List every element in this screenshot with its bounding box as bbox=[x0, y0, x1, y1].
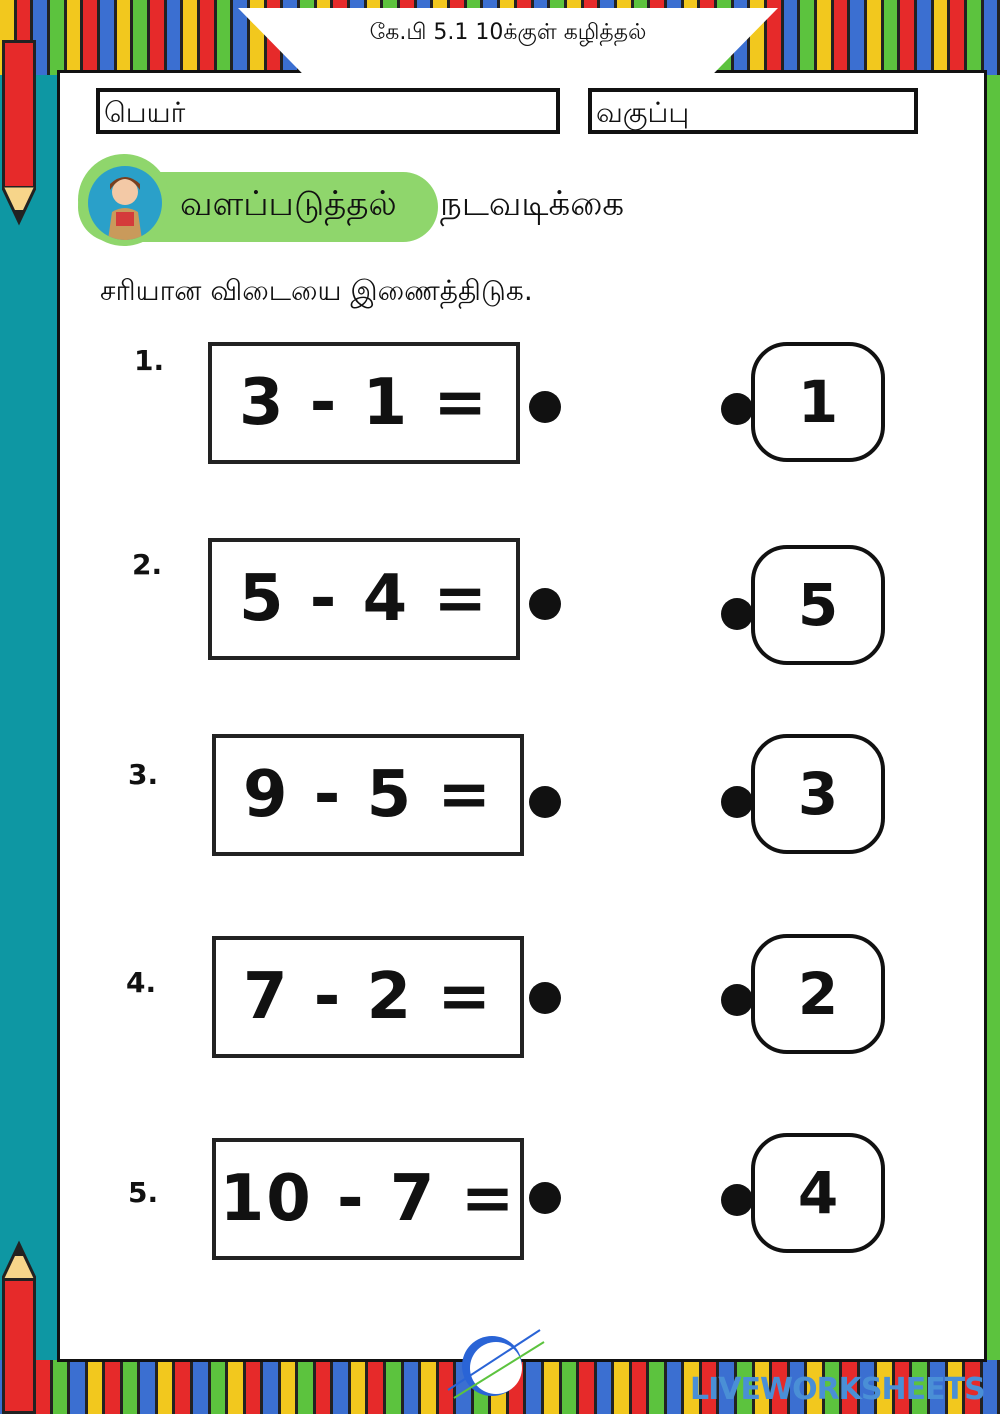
name-field-label: பெயர் bbox=[104, 96, 186, 129]
question-connector-dot[interactable] bbox=[529, 786, 561, 818]
question-box: 10 - 7 = bbox=[212, 1138, 524, 1260]
answer-connector-dot[interactable] bbox=[721, 786, 753, 818]
banner-highlight-text: வளப்படுத்தல் bbox=[180, 184, 397, 224]
teacher-avatar-icon bbox=[88, 166, 162, 240]
answer-box: 5 bbox=[751, 545, 885, 665]
pencil-left-bottom bbox=[2, 1278, 36, 1414]
question-box: 5 - 4 = bbox=[208, 538, 520, 660]
class-field[interactable] bbox=[588, 88, 918, 134]
question-box: 3 - 1 = bbox=[208, 342, 520, 464]
answer-connector-dot[interactable] bbox=[721, 598, 753, 630]
question-connector-dot[interactable] bbox=[529, 982, 561, 1014]
pencil-tip-left-top bbox=[2, 186, 36, 226]
answer-connector-dot[interactable] bbox=[721, 984, 753, 1016]
question-connector-dot[interactable] bbox=[529, 588, 561, 620]
answer-box: 4 bbox=[751, 1133, 885, 1253]
answer-box: 3 bbox=[751, 734, 885, 854]
answer-connector-dot[interactable] bbox=[721, 393, 753, 425]
question-box: 7 - 2 = bbox=[212, 936, 524, 1058]
question-connector-dot[interactable] bbox=[529, 1182, 561, 1214]
liveworksheets-watermark: LIVEWORKSHEETS bbox=[690, 1372, 985, 1407]
page-title: கே.பி 5.1 10க்குள் கழித்தல் bbox=[369, 20, 647, 45]
question-number: 1. bbox=[134, 344, 165, 377]
answer-box: 2 bbox=[751, 934, 885, 1054]
right-background-strip bbox=[985, 0, 1000, 1414]
pencil-left-top bbox=[2, 40, 36, 190]
question-connector-dot[interactable] bbox=[529, 391, 561, 423]
question-number: 2. bbox=[132, 548, 163, 581]
question-box: 9 - 5 = bbox=[212, 734, 524, 856]
instruction-text: சரியான விடையை இணைத்திடுக. bbox=[100, 274, 533, 307]
question-number: 5. bbox=[128, 1176, 159, 1209]
swoosh-logo-icon bbox=[440, 1320, 550, 1410]
answer-box: 1 bbox=[751, 342, 885, 462]
question-number: 3. bbox=[128, 758, 159, 791]
question-number: 4. bbox=[126, 966, 157, 999]
banner-rest-text: நடவடிக்கை bbox=[440, 184, 625, 224]
name-field[interactable] bbox=[96, 88, 560, 134]
answer-connector-dot[interactable] bbox=[721, 1184, 753, 1216]
class-field-label: வகுப்பு bbox=[596, 96, 690, 129]
pencil-tip-left-bottom bbox=[2, 1240, 36, 1280]
